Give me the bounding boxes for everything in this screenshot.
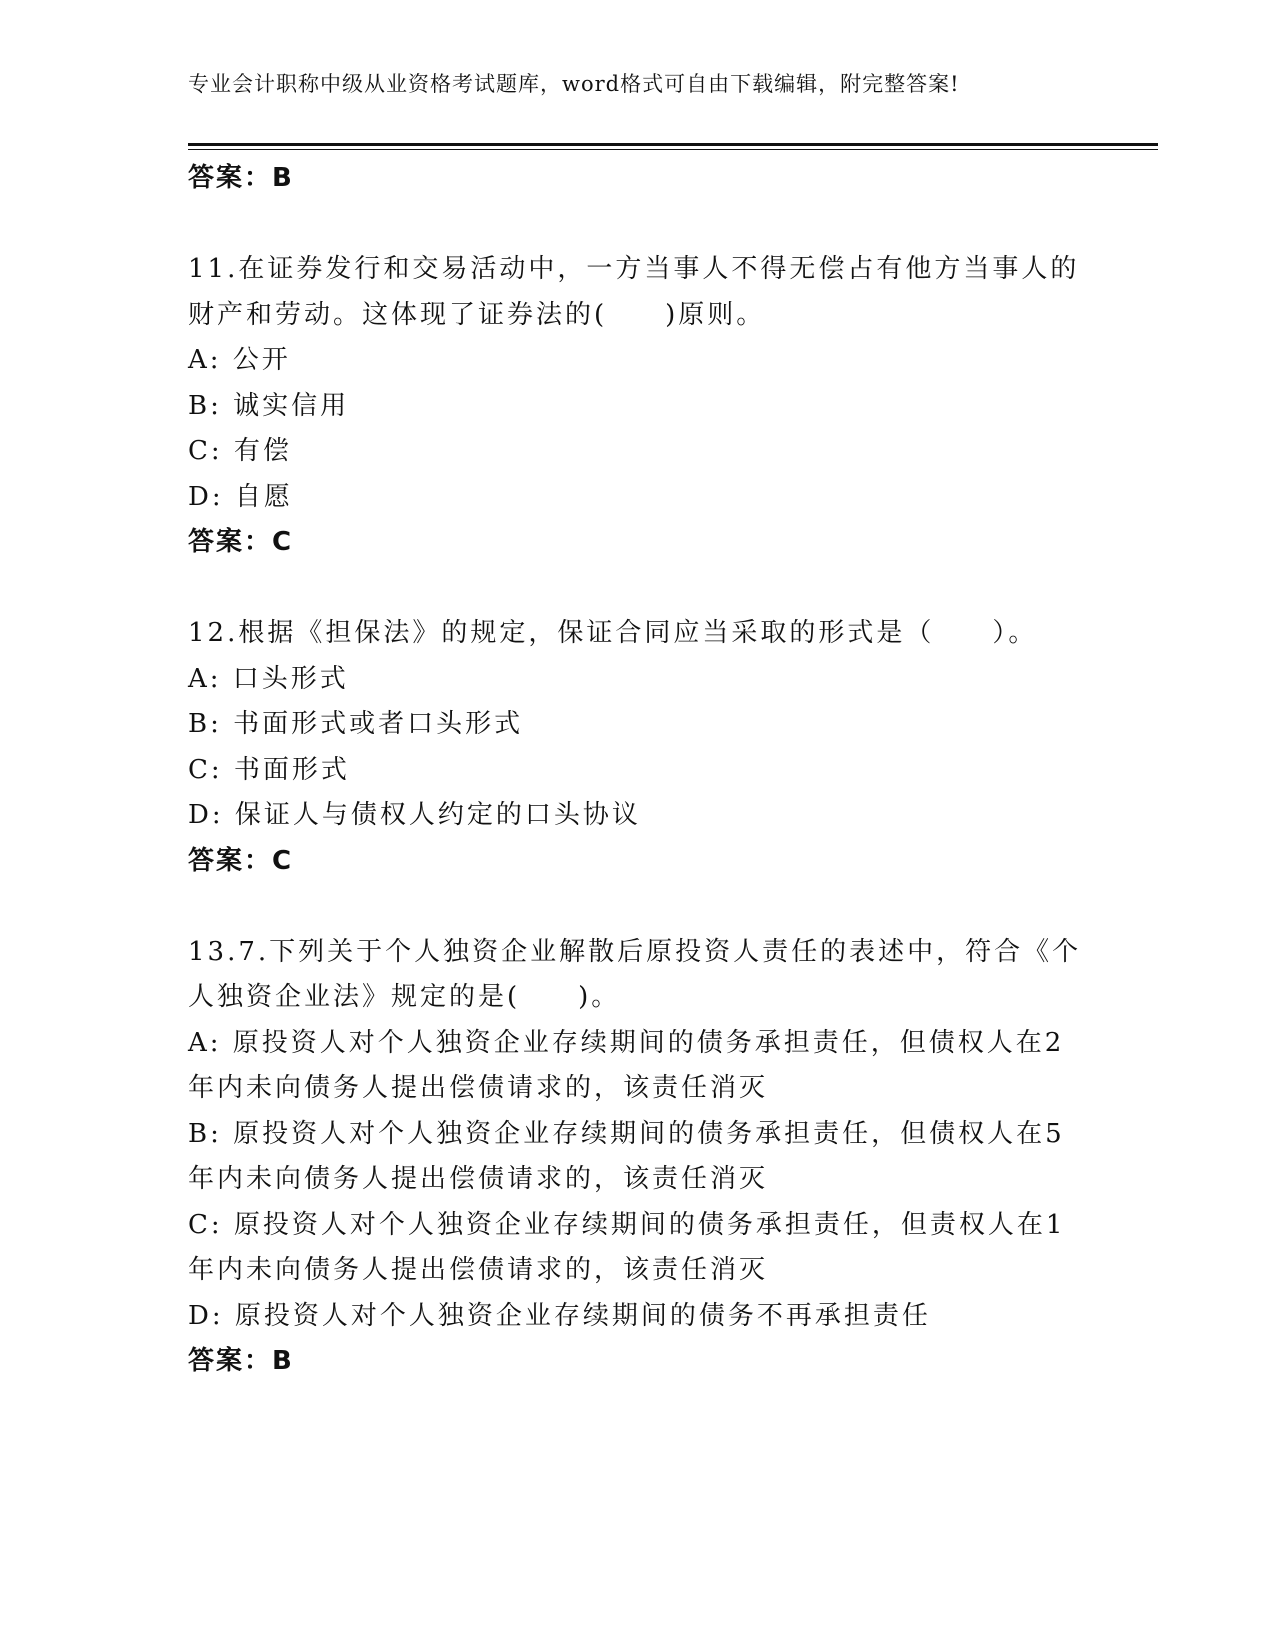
option-b: B: 诚实信用 (188, 390, 350, 421)
option-b: B: 书面形式或者口头形式 (188, 709, 524, 739)
option-d: D: 自愿 (188, 481, 293, 512)
option-d: D: 原投资人对个人独资企业存续期间的债务不再承担责任 (188, 1300, 931, 1331)
question-stem: 13.7.下列关于个人独资企业解散后原投资人责任的表述中，符合《个 (188, 936, 1082, 967)
question-11 (188, 247, 1088, 566)
option-c: C: 书面形式 (188, 754, 350, 785)
option-a: A: 原投资人对个人独资企业存续期间的债务承担责任，但债权人在2 (188, 1027, 1065, 1058)
option-a: A: 口头形式 (188, 663, 349, 694)
option-c: C: 原投资人对个人独资企业存续期间的债务承担责任，但责权人在1 (188, 1209, 1066, 1240)
spacer (188, 566, 1088, 612)
question-stem-continued: 人独资企业法》规定的是( )。 (188, 982, 621, 1012)
question-13 (188, 930, 1088, 1385)
document-body (188, 156, 1088, 1385)
option-a-continued: 年内未向债务人提出偿债请求的，该责任消灭 (188, 1073, 769, 1103)
header-rule-thin (188, 149, 1158, 150)
spacer (188, 884, 1088, 930)
question-12 (188, 611, 1088, 884)
option-c: C: 有偿 (188, 436, 292, 466)
answer: 答案：C (188, 845, 294, 876)
option-b: B: 原投资人对个人独资企业存续期间的债务承担责任，但债权人在5 (188, 1118, 1065, 1149)
question-stem: 11.在证券发行和交易活动中，一方当事人不得无偿占有他方当事人的 (188, 254, 1080, 284)
header-rule-thick (188, 143, 1158, 146)
spacer (188, 202, 1088, 248)
page-header: 专业会计职称中级从业资格考试题库，word格式可自由下载编辑，附完整答案! (188, 72, 960, 96)
answer: 答案：B (188, 1346, 294, 1376)
option-c-continued: 年内未向债务人提出偿债请求的，该责任消灭 (188, 1255, 769, 1285)
option-b-continued: 年内未向债务人提出偿债请求的，该责任消灭 (188, 1164, 769, 1194)
option-d: D: 保证人与债权人约定的口头协议 (188, 800, 641, 830)
answer: 答案：C (188, 527, 294, 557)
option-a: A: 公开 (188, 345, 291, 375)
question-stem-continued: 财产和劳动。这体现了证券法的( )原则。 (188, 299, 766, 330)
previous-answer: 答案：B (188, 163, 294, 193)
question-stem: 12.根据《担保法》的规定，保证合同应当采取的形式是（ ）。 (188, 618, 1038, 648)
